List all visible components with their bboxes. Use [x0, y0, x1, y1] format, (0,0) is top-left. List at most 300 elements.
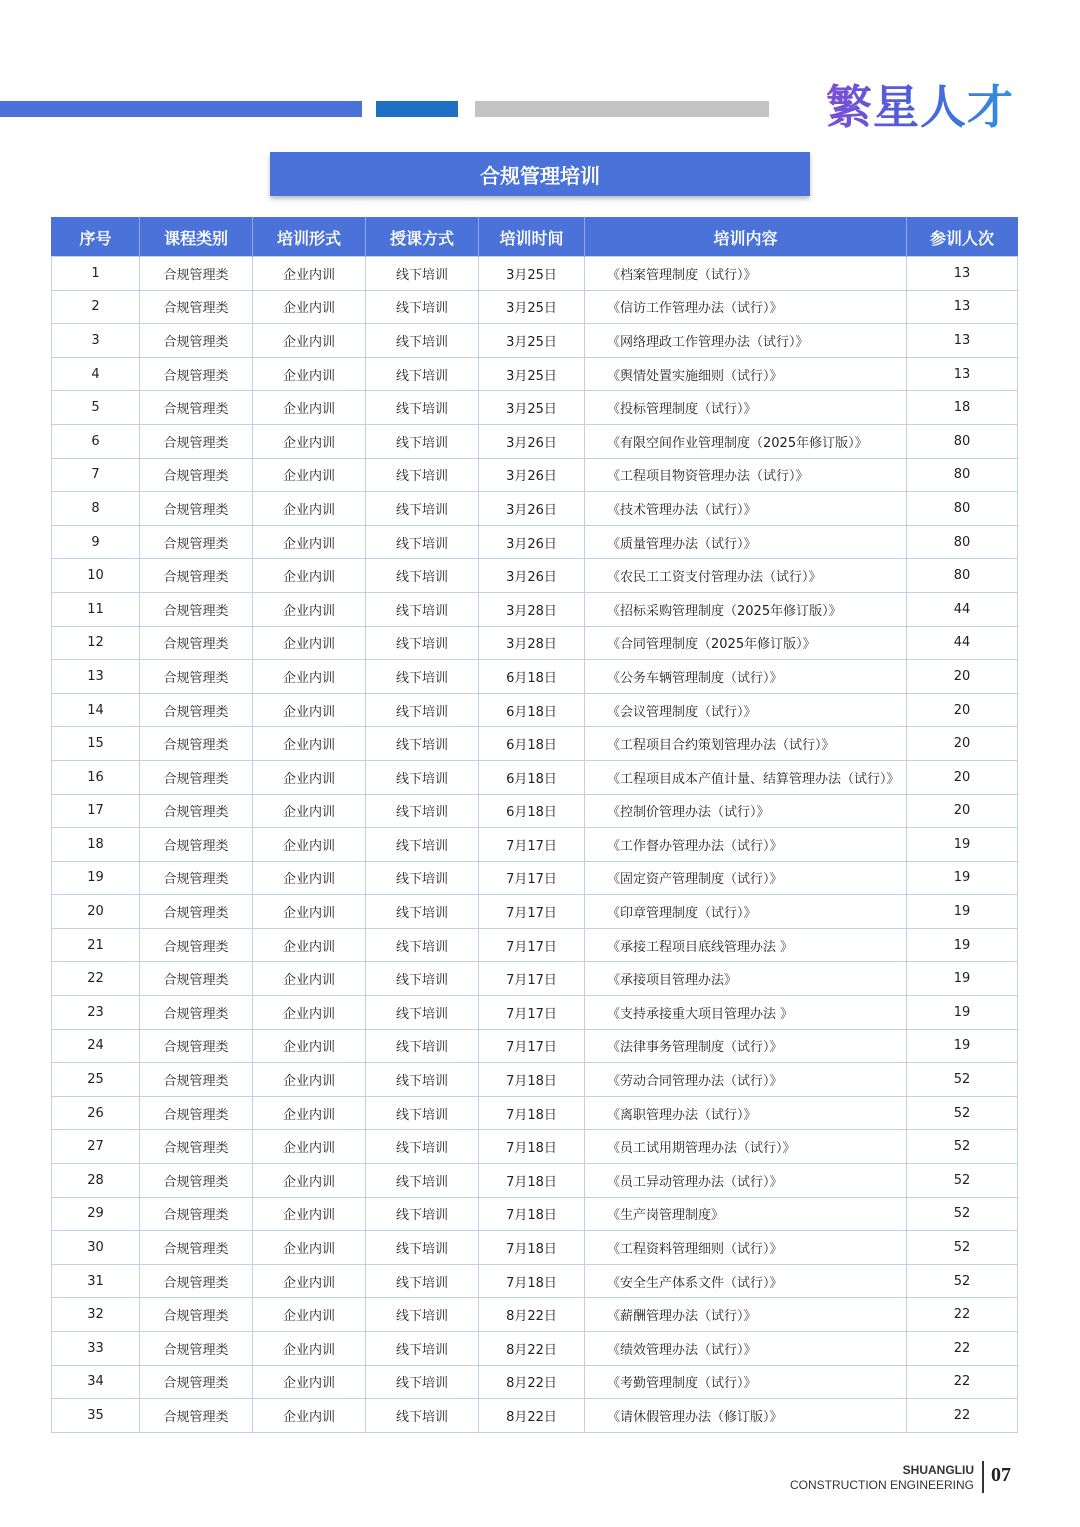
header-bar-middle: [376, 101, 458, 117]
cell-attendance: 52: [907, 1096, 1018, 1130]
cell-content: 《支持承接重大项目管理办法 》: [585, 996, 907, 1030]
cell-index: 18: [52, 828, 140, 862]
cell-date: 3月26日: [479, 525, 585, 559]
cell-content: 《信访工作管理办法（试行）》: [585, 290, 907, 324]
cell-content: 《承接项目管理办法》: [585, 962, 907, 996]
cell-attendance: 52: [907, 1231, 1018, 1265]
cell-method: 线下培训: [366, 424, 479, 458]
cell-index: 32: [52, 1298, 140, 1332]
cell-attendance: 44: [907, 626, 1018, 660]
cell-date: 8月22日: [479, 1332, 585, 1366]
footer-company: [790, 1463, 974, 1493]
cell-category: 合规管理类: [140, 257, 253, 291]
cell-content: 《工程项目物资管理办法（试行）》: [585, 458, 907, 492]
table-row: [52, 592, 1018, 626]
cell-method: 线下培训: [366, 928, 479, 962]
cell-method: 线下培训: [366, 962, 479, 996]
cell-method: 线下培训: [366, 324, 479, 358]
cell-content: 《工作督办管理办法（试行）》: [585, 828, 907, 862]
cell-content: 《舆情处置实施细则（试行）》: [585, 357, 907, 391]
cell-format: 企业内训: [253, 1197, 366, 1231]
cell-date: 3月28日: [479, 592, 585, 626]
table-row: [52, 626, 1018, 660]
table-row: [52, 895, 1018, 929]
table-row: [52, 1231, 1018, 1265]
table-row: [52, 1264, 1018, 1298]
cell-method: 线下培训: [366, 660, 479, 694]
training-table: [51, 217, 1018, 1433]
cell-category: 合规管理类: [140, 1298, 253, 1332]
cell-category: 合规管理类: [140, 1130, 253, 1164]
cell-method: 线下培训: [366, 525, 479, 559]
cell-index: 3: [52, 324, 140, 358]
cell-content: 《技术管理办法（试行）》: [585, 492, 907, 526]
cell-index: 2: [52, 290, 140, 324]
cell-format: 企业内训: [253, 357, 366, 391]
cell-category: 合规管理类: [140, 727, 253, 761]
cell-date: 7月18日: [479, 1231, 585, 1265]
cell-date: 7月17日: [479, 861, 585, 895]
cell-method: 线下培训: [366, 1130, 479, 1164]
footer-divider: [982, 1461, 984, 1493]
cell-attendance: 19: [907, 928, 1018, 962]
cell-category: 合规管理类: [140, 626, 253, 660]
cell-attendance: 80: [907, 525, 1018, 559]
cell-method: 线下培训: [366, 1298, 479, 1332]
cell-format: 企业内训: [253, 257, 366, 291]
cell-content: 《农民工工资支付管理办法（试行）》: [585, 559, 907, 593]
page-number: 07: [991, 1464, 1011, 1486]
table-row: [52, 962, 1018, 996]
cell-attendance: 19: [907, 1029, 1018, 1063]
cell-index: 34: [52, 1365, 140, 1399]
cell-content: 《工程项目成本产值计量、结算管理办法（试行）》: [585, 760, 907, 794]
cell-category: 合规管理类: [140, 1365, 253, 1399]
cell-content: 《网络理政工作管理办法（试行）》: [585, 324, 907, 358]
cell-method: 线下培训: [366, 1063, 479, 1097]
cell-date: 7月17日: [479, 828, 585, 862]
cell-method: 线下培训: [366, 1264, 479, 1298]
cell-content: 《薪酬管理办法（试行）》: [585, 1298, 907, 1332]
cell-method: 线下培训: [366, 1029, 479, 1063]
cell-date: 6月18日: [479, 760, 585, 794]
cell-attendance: 19: [907, 996, 1018, 1030]
cell-index: 27: [52, 1130, 140, 1164]
cell-date: 3月26日: [479, 559, 585, 593]
table-row: [52, 660, 1018, 694]
cell-format: 企业内训: [253, 592, 366, 626]
cell-format: 企业内训: [253, 1164, 366, 1198]
cell-format: 企业内训: [253, 1264, 366, 1298]
table-row: [52, 324, 1018, 358]
cell-category: 合规管理类: [140, 962, 253, 996]
cell-index: 28: [52, 1164, 140, 1198]
cell-attendance: 80: [907, 559, 1018, 593]
cell-index: 19: [52, 861, 140, 895]
table-row: [52, 458, 1018, 492]
header-bar-right: [475, 101, 769, 117]
cell-index: 21: [52, 928, 140, 962]
cell-attendance: 19: [907, 861, 1018, 895]
cell-category: 合规管理类: [140, 1096, 253, 1130]
cell-format: 企业内训: [253, 760, 366, 794]
cell-content: 《绩效管理办法（试行）》: [585, 1332, 907, 1366]
cell-content: 《工程项目合约策划管理办法（试行）》: [585, 727, 907, 761]
cell-attendance: 18: [907, 391, 1018, 425]
cell-category: 合规管理类: [140, 996, 253, 1030]
header-method: 授课方式: [366, 218, 479, 257]
cell-category: 合规管理类: [140, 760, 253, 794]
cell-category: 合规管理类: [140, 458, 253, 492]
cell-date: 3月26日: [479, 424, 585, 458]
cell-attendance: 20: [907, 760, 1018, 794]
cell-format: 企业内训: [253, 1231, 366, 1265]
cell-attendance: 52: [907, 1197, 1018, 1231]
header-category: 课程类别: [140, 218, 253, 257]
cell-index: 20: [52, 895, 140, 929]
cell-format: 企业内训: [253, 962, 366, 996]
cell-date: 6月18日: [479, 794, 585, 828]
header-bar-left: [0, 101, 362, 117]
cell-date: 7月17日: [479, 928, 585, 962]
cell-category: 合规管理类: [140, 1164, 253, 1198]
cell-index: 13: [52, 660, 140, 694]
cell-format: 企业内训: [253, 1130, 366, 1164]
cell-index: 8: [52, 492, 140, 526]
cell-content: 《请休假管理办法（修订版）》: [585, 1399, 907, 1433]
cell-method: 线下培训: [366, 492, 479, 526]
cell-date: 7月17日: [479, 962, 585, 996]
cell-method: 线下培训: [366, 290, 479, 324]
cell-index: 14: [52, 693, 140, 727]
cell-content: 《安全生产体系文件（试行）》: [585, 1264, 907, 1298]
cell-category: 合规管理类: [140, 1197, 253, 1231]
table-row: [52, 357, 1018, 391]
cell-format: 企业内训: [253, 1298, 366, 1332]
cell-content: 《印章管理制度（试行）》: [585, 895, 907, 929]
header-content: 培训内容: [585, 218, 907, 257]
table-row: [52, 1298, 1018, 1332]
cell-method: 线下培训: [366, 559, 479, 593]
cell-method: 线下培训: [366, 895, 479, 929]
cell-index: 15: [52, 727, 140, 761]
cell-category: 合规管理类: [140, 357, 253, 391]
cell-method: 线下培训: [366, 727, 479, 761]
header-date: 培训时间: [479, 218, 585, 257]
cell-index: 23: [52, 996, 140, 1030]
cell-date: 7月18日: [479, 1197, 585, 1231]
cell-date: 3月25日: [479, 324, 585, 358]
cell-attendance: 13: [907, 290, 1018, 324]
cell-category: 合规管理类: [140, 861, 253, 895]
cell-format: 企业内训: [253, 1332, 366, 1366]
cell-attendance: 20: [907, 660, 1018, 694]
cell-category: 合规管理类: [140, 895, 253, 929]
cell-index: 16: [52, 760, 140, 794]
cell-attendance: 22: [907, 1298, 1018, 1332]
cell-date: 7月18日: [479, 1164, 585, 1198]
cell-attendance: 80: [907, 458, 1018, 492]
cell-date: 6月18日: [479, 727, 585, 761]
cell-format: 企业内训: [253, 458, 366, 492]
cell-date: 7月17日: [479, 996, 585, 1030]
cell-date: 3月26日: [479, 458, 585, 492]
cell-category: 合规管理类: [140, 1399, 253, 1433]
cell-category: 合规管理类: [140, 1231, 253, 1265]
table-row: [52, 794, 1018, 828]
cell-index: 11: [52, 592, 140, 626]
cell-attendance: 22: [907, 1399, 1018, 1433]
cell-index: 24: [52, 1029, 140, 1063]
brand-title: 繁星人才: [826, 74, 1026, 140]
cell-index: 10: [52, 559, 140, 593]
cell-method: 线下培训: [366, 693, 479, 727]
cell-method: 线下培训: [366, 996, 479, 1030]
cell-index: 30: [52, 1231, 140, 1265]
cell-format: 企业内训: [253, 324, 366, 358]
cell-date: 3月25日: [479, 257, 585, 291]
cell-format: 企业内训: [253, 1399, 366, 1433]
cell-method: 线下培训: [366, 861, 479, 895]
cell-category: 合规管理类: [140, 1332, 253, 1366]
cell-content: 《生产岗管理制度》: [585, 1197, 907, 1231]
cell-content: 《员工异动管理办法（试行）》: [585, 1164, 907, 1198]
table-row: [52, 1365, 1018, 1399]
cell-attendance: 80: [907, 424, 1018, 458]
cell-category: 合规管理类: [140, 525, 253, 559]
cell-content: 《工程资料管理细则（试行）》: [585, 1231, 907, 1265]
table-row: [52, 492, 1018, 526]
cell-content: 《离职管理办法（试行）》: [585, 1096, 907, 1130]
cell-category: 合规管理类: [140, 660, 253, 694]
cell-content: 《考勤管理制度（试行）》: [585, 1365, 907, 1399]
cell-format: 企业内训: [253, 861, 366, 895]
cell-category: 合规管理类: [140, 693, 253, 727]
table-row: [52, 760, 1018, 794]
cell-category: 合规管理类: [140, 424, 253, 458]
table-row: [52, 391, 1018, 425]
cell-content: 《法律事务管理制度（试行）》: [585, 1029, 907, 1063]
cell-category: 合规管理类: [140, 391, 253, 425]
cell-attendance: 80: [907, 492, 1018, 526]
cell-category: 合规管理类: [140, 828, 253, 862]
cell-attendance: 22: [907, 1365, 1018, 1399]
cell-index: 5: [52, 391, 140, 425]
cell-attendance: 13: [907, 324, 1018, 358]
cell-content: 《有限空间作业管理制度（2025年修订版）》: [585, 424, 907, 458]
cell-method: 线下培训: [366, 760, 479, 794]
table-row: [52, 559, 1018, 593]
cell-date: 3月25日: [479, 357, 585, 391]
table-row: [52, 1332, 1018, 1366]
cell-date: 3月28日: [479, 626, 585, 660]
cell-date: 7月18日: [479, 1130, 585, 1164]
cell-index: 25: [52, 1063, 140, 1097]
cell-method: 线下培训: [366, 357, 479, 391]
table-row: [52, 1197, 1018, 1231]
cell-date: 7月18日: [479, 1264, 585, 1298]
cell-content: 《员工试用期管理办法（试行）》: [585, 1130, 907, 1164]
cell-index: 26: [52, 1096, 140, 1130]
cell-format: 企业内训: [253, 660, 366, 694]
cell-method: 线下培训: [366, 828, 479, 862]
table-row: [52, 828, 1018, 862]
cell-category: 合规管理类: [140, 559, 253, 593]
cell-date: 8月22日: [479, 1399, 585, 1433]
cell-format: 企业内训: [253, 828, 366, 862]
cell-format: 企业内训: [253, 794, 366, 828]
cell-method: 线下培训: [366, 1399, 479, 1433]
cell-method: 线下培训: [366, 1164, 479, 1198]
cell-date: 8月22日: [479, 1365, 585, 1399]
cell-attendance: 19: [907, 828, 1018, 862]
cell-method: 线下培训: [366, 626, 479, 660]
header-index: 序号: [52, 218, 140, 257]
cell-format: 企业内训: [253, 1029, 366, 1063]
cell-attendance: 20: [907, 794, 1018, 828]
cell-format: 企业内训: [253, 928, 366, 962]
cell-category: 合规管理类: [140, 492, 253, 526]
header-format: 培训形式: [253, 218, 366, 257]
cell-format: 企业内训: [253, 626, 366, 660]
cell-method: 线下培训: [366, 1365, 479, 1399]
table-row: [52, 290, 1018, 324]
cell-attendance: 44: [907, 592, 1018, 626]
cell-index: 4: [52, 357, 140, 391]
cell-format: 企业内训: [253, 1096, 366, 1130]
cell-content: 《投标管理制度（试行）》: [585, 391, 907, 425]
cell-format: 企业内训: [253, 895, 366, 929]
cell-category: 合规管理类: [140, 324, 253, 358]
table-row: [52, 693, 1018, 727]
cell-content: 《劳动合同管理办法（试行）》: [585, 1063, 907, 1097]
cell-date: 8月22日: [479, 1298, 585, 1332]
cell-content: 《承接工程项目底线管理办法 》: [585, 928, 907, 962]
cell-category: 合规管理类: [140, 794, 253, 828]
cell-date: 7月17日: [479, 895, 585, 929]
table-row: [52, 424, 1018, 458]
cell-category: 合规管理类: [140, 1029, 253, 1063]
table-row: [52, 1130, 1018, 1164]
cell-format: 企业内训: [253, 693, 366, 727]
cell-attendance: 19: [907, 962, 1018, 996]
cell-date: 7月18日: [479, 1096, 585, 1130]
cell-format: 企业内训: [253, 525, 366, 559]
cell-date: 3月25日: [479, 391, 585, 425]
table-row: [52, 928, 1018, 962]
cell-index: 31: [52, 1264, 140, 1298]
cell-method: 线下培训: [366, 1332, 479, 1366]
cell-date: 3月26日: [479, 492, 585, 526]
cell-attendance: 52: [907, 1264, 1018, 1298]
cell-format: 企业内训: [253, 391, 366, 425]
cell-method: 线下培训: [366, 257, 479, 291]
cell-attendance: 52: [907, 1130, 1018, 1164]
cell-attendance: 13: [907, 257, 1018, 291]
cell-index: 9: [52, 525, 140, 559]
cell-content: 《公务车辆管理制度（试行）》: [585, 660, 907, 694]
cell-date: 6月18日: [479, 693, 585, 727]
cell-method: 线下培训: [366, 592, 479, 626]
cell-content: 《固定资产管理制度（试行）》: [585, 861, 907, 895]
cell-format: 企业内训: [253, 424, 366, 458]
cell-content: 《质量管理办法（试行）》: [585, 525, 907, 559]
cell-format: 企业内训: [253, 1063, 366, 1097]
cell-attendance: 13: [907, 357, 1018, 391]
footer-company-line1: SHUANGLIU: [902, 1463, 974, 1477]
cell-date: 3月25日: [479, 290, 585, 324]
table-row: [52, 861, 1018, 895]
cell-content: 《招标采购管理制度（2025年修订版）》: [585, 592, 907, 626]
cell-format: 企业内训: [253, 727, 366, 761]
table-row: [52, 257, 1018, 291]
table-body: [52, 257, 1018, 1433]
cell-index: 7: [52, 458, 140, 492]
table-row: [52, 727, 1018, 761]
cell-index: 1: [52, 257, 140, 291]
cell-content: 《会议管理制度（试行）》: [585, 693, 907, 727]
header-attendance: 参训人次: [907, 218, 1018, 257]
cell-method: 线下培训: [366, 794, 479, 828]
cell-category: 合规管理类: [140, 928, 253, 962]
cell-format: 企业内训: [253, 492, 366, 526]
cell-method: 线下培训: [366, 1231, 479, 1265]
cell-category: 合规管理类: [140, 1264, 253, 1298]
cell-format: 企业内训: [253, 290, 366, 324]
cell-index: 29: [52, 1197, 140, 1231]
cell-index: 35: [52, 1399, 140, 1433]
section-title: 合规管理培训: [270, 152, 810, 196]
cell-index: 22: [52, 962, 140, 996]
cell-content: 《档案管理制度（试行）》: [585, 257, 907, 291]
cell-attendance: 52: [907, 1063, 1018, 1097]
cell-format: 企业内训: [253, 559, 366, 593]
table-row: [52, 996, 1018, 1030]
footer-company-line2: CONSTRUCTION ENGINEERING: [789, 1478, 974, 1492]
cell-index: 12: [52, 626, 140, 660]
cell-index: 17: [52, 794, 140, 828]
cell-attendance: 52: [907, 1164, 1018, 1198]
table-row: [52, 1096, 1018, 1130]
cell-attendance: 19: [907, 895, 1018, 929]
table-row: [52, 1029, 1018, 1063]
cell-category: 合规管理类: [140, 1063, 253, 1097]
table-row: [52, 1063, 1018, 1097]
cell-method: 线下培训: [366, 1096, 479, 1130]
cell-attendance: 22: [907, 1332, 1018, 1366]
table-header-row: [52, 218, 1018, 257]
cell-content: 《合同管理制度（2025年修订版）》: [585, 626, 907, 660]
cell-method: 线下培训: [366, 458, 479, 492]
table-row: [52, 1399, 1018, 1433]
cell-attendance: 20: [907, 727, 1018, 761]
cell-format: 企业内训: [253, 996, 366, 1030]
cell-attendance: 20: [907, 693, 1018, 727]
cell-content: 《控制价管理办法（试行）》: [585, 794, 907, 828]
table-row: [52, 1164, 1018, 1198]
cell-method: 线下培训: [366, 391, 479, 425]
cell-date: 7月18日: [479, 1063, 585, 1097]
cell-index: 33: [52, 1332, 140, 1366]
cell-method: 线下培训: [366, 1197, 479, 1231]
cell-date: 7月17日: [479, 1029, 585, 1063]
cell-format: 企业内训: [253, 1365, 366, 1399]
cell-date: 6月18日: [479, 660, 585, 694]
table-row: [52, 525, 1018, 559]
cell-index: 6: [52, 424, 140, 458]
cell-category: 合规管理类: [140, 290, 253, 324]
cell-category: 合规管理类: [140, 592, 253, 626]
